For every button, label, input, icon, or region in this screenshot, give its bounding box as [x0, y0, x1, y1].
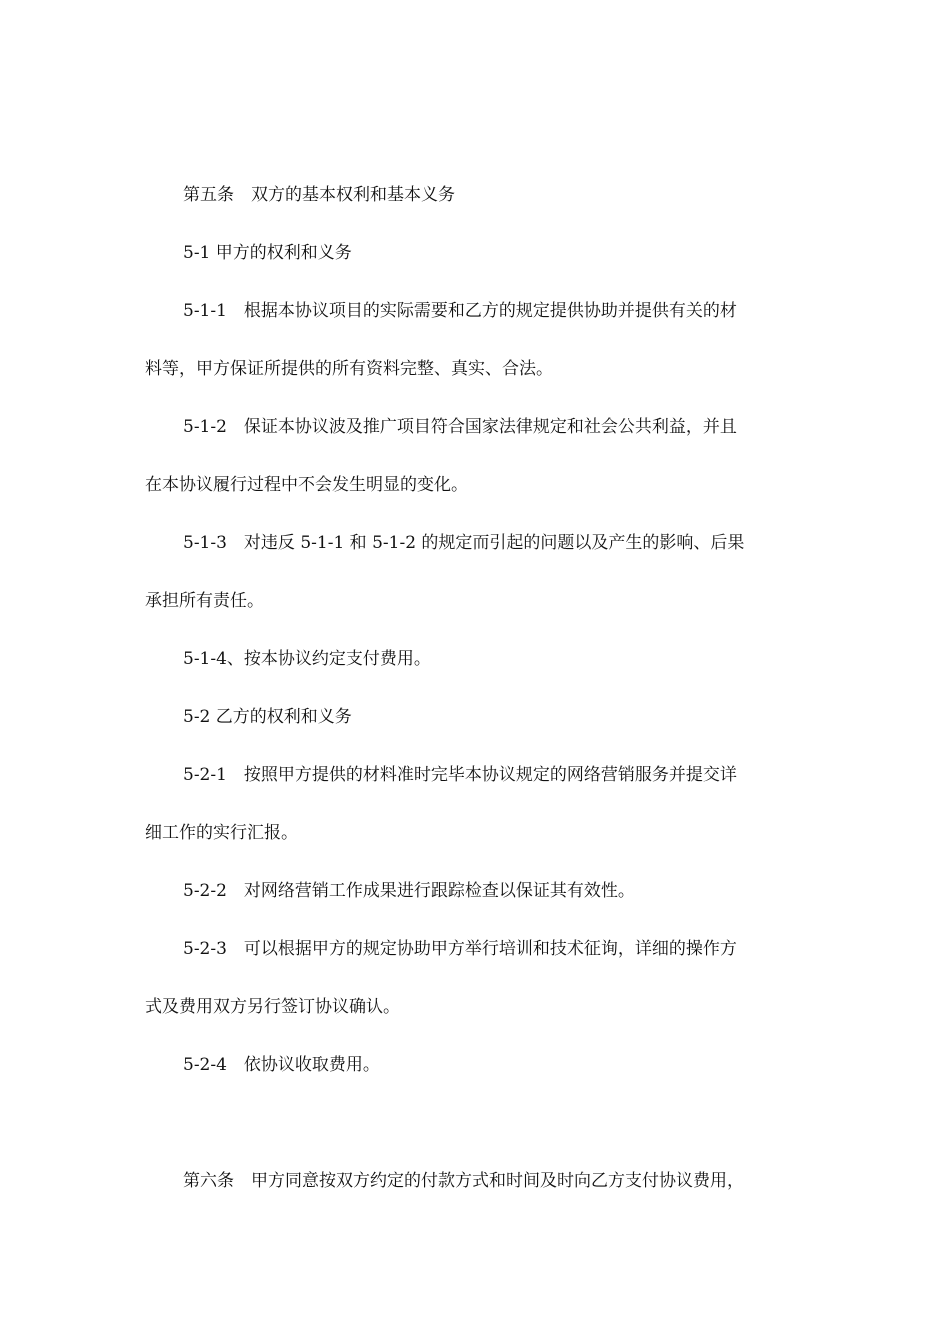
clause-5-2-1-line-1: 5-2-1 按照甲方提供的材料准时完毕本协议规定的网络营销服务并提交详 — [183, 765, 737, 785]
clause-5-2-4-text: 5-2-4 依协议收取费用。 — [183, 1055, 380, 1075]
article-6-paragraph — [145, 1152, 848, 1210]
clause-5-1-2-line-2: 在本协议履行过程中不会发生明显的变化。 — [145, 475, 468, 495]
clause-5-1-2 — [145, 398, 810, 514]
article-5-heading-text: 第五条 双方的基本权利和基本义务 — [183, 185, 455, 205]
clause-5-2-1 — [145, 746, 810, 862]
clause-5-2-3 — [145, 920, 810, 1036]
clause-5-2-4 — [145, 1036, 848, 1094]
clause-5-1-1-line-2: 料等，甲方保证所提供的所有资料完整、真实、合法。 — [145, 359, 553, 379]
party-a-section-title — [145, 224, 848, 282]
clause-5-2-2-text: 5-2-2 对网络营销工作成果进行跟踪检查以保证其有效性。 — [183, 881, 635, 901]
party-b-section-title — [145, 688, 848, 746]
clause-5-1-2-line-1: 5-1-2 保证本协议波及推广项目符合国家法律规定和社会公共利益，并且 — [183, 417, 737, 437]
article-5-heading — [145, 166, 848, 224]
clause-5-1-3-line-2: 承担所有责任。 — [145, 591, 264, 611]
party-b-section-title-text: 5-2 乙方的权利和义务 — [183, 707, 352, 727]
clause-5-1-3 — [145, 514, 810, 630]
party-a-section-title-text: 5-1 甲方的权利和义务 — [183, 243, 352, 263]
clause-5-2-2 — [145, 862, 848, 920]
clause-5-1-1-line-1: 5-1-1 根据本协议项目的实际需要和乙方的规定提供协助并提供有关的材 — [183, 301, 737, 321]
clause-5-1-1 — [145, 282, 810, 398]
clause-5-2-3-line-2: 式及费用双方另行签订协议确认。 — [145, 997, 400, 1017]
clause-5-1-4 — [145, 630, 848, 688]
clause-5-1-3-line-1: 5-1-3 对违反 5-1-1 和 5-1-2 的规定而引起的问题以及产生的影响、后果 — [183, 533, 745, 553]
clause-5-1-4-text: 5-1-4、按本协议约定支付费用。 — [183, 649, 431, 669]
article-6-line-1: 第六条 甲方同意按双方约定的付款方式和时间及时向乙方支付协议费用， — [183, 1171, 744, 1191]
clause-5-2-3-line-1: 5-2-3 可以根据甲方的规定协助甲方举行培训和技术征询，详细的操作方 — [183, 939, 737, 959]
clause-5-2-1-line-2: 细工作的实行汇报。 — [145, 823, 298, 843]
